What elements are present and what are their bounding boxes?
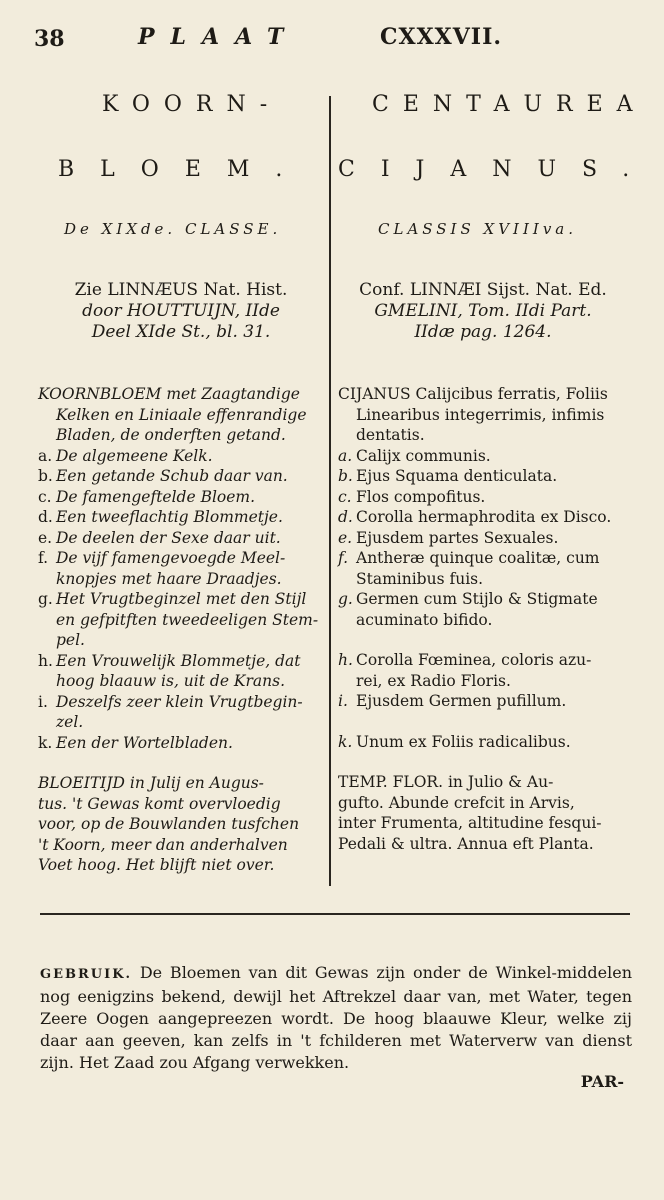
right-item: f. Antheræ quinque coalitæ, cum bbox=[338, 549, 600, 567]
usage-text: De Bloemen van dit Gewas zijn onder de Winkel-middelen nog eenigzins bekend, dewijl het Aftrekzel daar van, met Water, tegen Zeere Oogen aangepreezen wordt. De hoog blaauwe Kleur, welke zij daar aan geeven, kan zelfs in 't fchilderen met Waterverw van dienst zijn. Het Zaad zou Afgang verwekken. bbox=[40, 963, 632, 1072]
right-reference: Conf. LINNÆI Sijst. Nat. Ed. GMELINI, Tom. IIdi Part. IIdæ pag. 1264. bbox=[359, 280, 607, 342]
right-item: d. Corolla hermaphrodita ex Disco. bbox=[338, 508, 612, 526]
right-temp-line: TEMP. FLOR. in Julio & Au- bbox=[338, 773, 554, 791]
right-item: h. Corolla Fœminea, coloris azu- bbox=[338, 651, 592, 669]
right-intro-line: dentatis. bbox=[356, 426, 425, 444]
left-item: b. Een getande Schub daar van. bbox=[38, 467, 288, 485]
right-item: c. Flos compofitus. bbox=[338, 487, 486, 506]
right-item: i. Ejusdem Germen pufillum. bbox=[338, 692, 567, 710]
left-item: e. De deelen der Sexe daar uit. bbox=[38, 528, 281, 547]
left-item: d. Een tweeflachtig Blommetje. bbox=[38, 508, 283, 526]
left-reference: Zie LINNÆUS Nat. Hist. door HOUTTUIJN, IIde Deel XIde St., bl. 31. bbox=[74, 280, 288, 342]
column-divider bbox=[329, 96, 331, 886]
right-item: g. Germen cum Stijlo & Stigmate bbox=[338, 590, 598, 608]
left-intro-line: Bladen, de onderften getand. bbox=[56, 426, 286, 444]
right-temp-line: gufto. Abunde crefcit in Arvis, bbox=[338, 793, 575, 812]
right-title-line-1: CENTAUREA bbox=[372, 92, 647, 117]
page-number: 38 bbox=[34, 26, 65, 52]
right-intro-line: CIJANUS Calijcibus ferratis, Foliis bbox=[338, 385, 608, 403]
plate-number: CXXXVII. bbox=[380, 24, 503, 50]
plate-heading: PLAAT bbox=[138, 24, 300, 50]
right-description: CIJANUS Calijcibus ferratis, Foliis Linearibus integerrimis, infimis dentatis. a. Calijx communis. b. Ejus Squama denticulata. c. Flos compofitus. d. Corolla hermaphrodita ex Disco. e. Ejusdem partes Sexuales. f. Antheræ quinque coalitæ, cum Staminibus fuis. g. Germen cum Stijlo & Stigmate acuminato bifido. h. Corolla Fœminea, coloris azu- rei, ex Radio Floris. i. Ejusdem Germen pufillum. k. Unum ex Foliis radicalibus. TEMP. FLOR. in Julio & Au- gufto. Abunde crefcit in Arvis, inter Frumenta, altitudine fesqui- Pedali & ultra. Annua eft Planta. bbox=[338, 384, 630, 854]
left-intro-line: Kelken en Liniaale effenrandige bbox=[56, 405, 307, 424]
right-temp-line: Pedali & ultra. Annua eft Planta. bbox=[338, 834, 594, 853]
left-item: c. De famengeftelde Bloem. bbox=[38, 487, 256, 506]
left-item: h. Een Vrouwelijk Blommetje, dat bbox=[38, 651, 301, 670]
catchword: PAR- bbox=[580, 1072, 624, 1091]
usage-paragraph bbox=[40, 962, 632, 1074]
left-title-line-2: BLOEM. bbox=[58, 157, 309, 182]
left-description: KOORNBLOEM met Zaagtandige Kelken en Liniaale effenrandige Bladen, de onderften getand. a. De algemeene Kelk. b. Een getande Schub daar van. c. De famengeftelde Bloem. d. Een tweeflachtig Blommetje. e. De deelen der Sexe daar uit. f. De vijf famengevoegde Meel- knopjes met haare Draadjes. g. Het Vrugtbeginzel met den Stijl en gefpitften tweedeeligen Stem- pel. h. Een Vrouwelijk Blommetje, dat hoog blaauw is, uit de Krans. i. Deszelfs zeer klein Vrugtbegin- zel. k. Een der Wortelbladen. BLOEITIJD in Julij en Augus- tus. 't Gewas komt overvloedig voor, op de Bouwlanden tusfchen 't Koorn, meer dan anderhalven Voet hoog. Het blijft niet over. bbox=[38, 384, 328, 876]
left-class: De XIXde. CLASSE. bbox=[64, 220, 282, 238]
horizontal-rule bbox=[40, 913, 630, 915]
left-item: k. Een der Wortelbladen. bbox=[38, 733, 233, 752]
left-intro-line: KOORNBLOEM met Zaagtandige bbox=[38, 385, 300, 403]
right-classis: CLASSIS XVIIIva. bbox=[378, 220, 577, 238]
left-title-line-1: KOORN- bbox=[102, 92, 282, 117]
left-item: f. De vijf famengevoegde Meel- bbox=[38, 549, 286, 567]
right-item: e. Ejusdem partes Sexuales. bbox=[338, 528, 559, 547]
left-bloei-line: voor, op de Bouwlanden tusfchen bbox=[38, 815, 300, 833]
usage-lead: GEBRUIK. bbox=[40, 967, 133, 982]
left-bloei-line: 't Koorn, meer dan anderhalven bbox=[38, 835, 288, 854]
right-title-line-2: CIJANUS. bbox=[338, 157, 656, 182]
right-intro-line: Linearibus integerrimis, infimis bbox=[356, 405, 605, 424]
right-item: b. Ejus Squama denticulata. bbox=[338, 467, 558, 485]
left-item: a. De algemeene Kelk. bbox=[38, 446, 213, 465]
left-item: i. Deszelfs zeer klein Vrugtbegin- bbox=[38, 692, 303, 711]
left-bloei-line: BLOEITIJD in Julij en Augus- bbox=[38, 774, 264, 792]
left-bloei-line: Voet hoog. Het blijft niet over. bbox=[38, 856, 275, 874]
right-item: a. Calijx communis. bbox=[338, 446, 491, 465]
left-bloei-line: tus. 't Gewas komt overvloedig bbox=[38, 794, 281, 813]
left-item: g. Het Vrugtbeginzel met den Stijl bbox=[38, 590, 307, 608]
right-temp-line: inter Frumenta, altitudine fesqui- bbox=[338, 814, 602, 832]
right-item: k. Unum ex Foliis radicalibus. bbox=[338, 732, 571, 751]
